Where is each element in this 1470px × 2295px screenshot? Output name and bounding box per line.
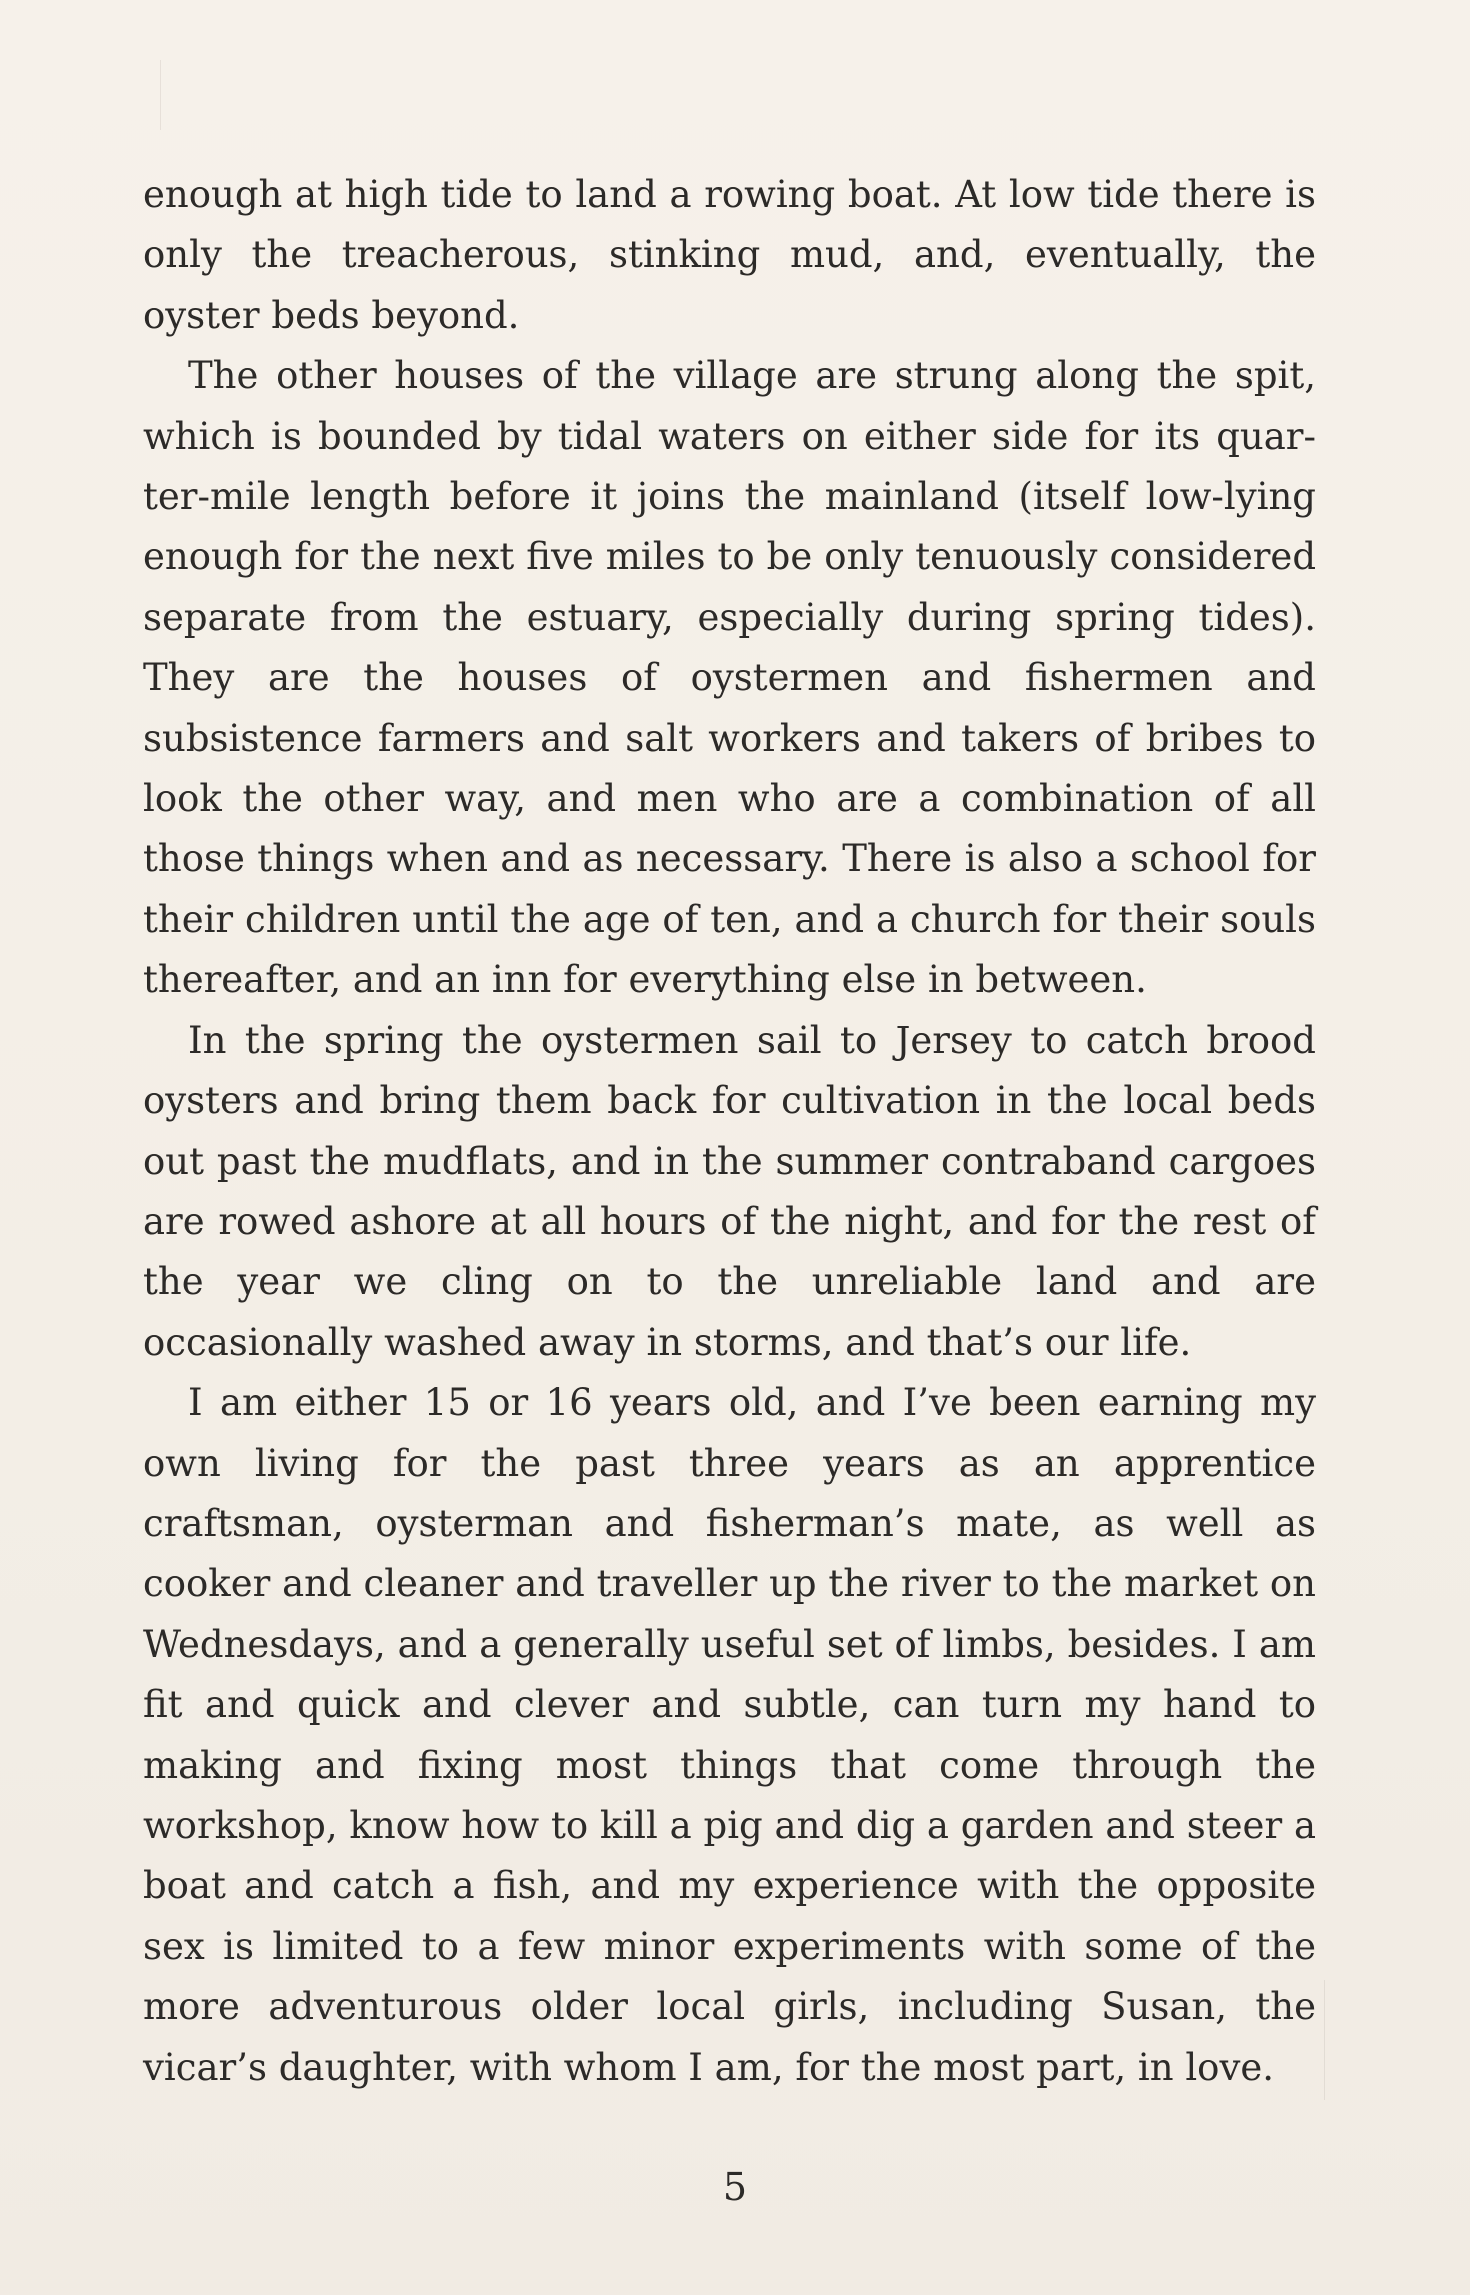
paragraph: In the spring the oystermen sail to Jersey to catch brood oysters and bring them back for cultivation in the local beds out past the mudflats, and in the summer contraband cargoes are rowed ashore at all hours of the night, and for the rest of the year we cling on to the unreliable land and are occasionally washed away in storms, and that’s our life.	[143, 1018, 1316, 1364]
scan-artifact-line	[160, 60, 161, 130]
paragraph: I am either 15 or 16 years old, and I’ve been earning my own living for the past three years as an apprentice craftsman, oysterman and fisherman’s mate, as well as cooker and cleaner and traveller up the river to the market on Wednesdays, and a generally useful set of limbs, besides. I am fit and quick and clever and subtle, can turn my hand to making and fixing most things that come through the workshop, know how to kill a pig and dig a garden and steer a boat and catch a fish, and my experience with the opposite sex is limited to a few minor experiments with some of the more adventurous older local girls, including Susan, the vicar’s daughter, with whom I am, for the most part, in love.	[143, 1381, 1316, 2089]
scan-artifact-line	[1324, 1980, 1325, 2100]
page-number: 5	[722, 2165, 748, 2209]
paragraph: The other houses of the village are strung along the spit, which is bounded by tidal waters on either side for its quarter-mile length before it joins the mainland (itself low-lying enough for the next five miles to be only tenuously considered separate from the estuary, especially during spring tides). They are the houses of oystermen and fishermen and subsistence farmers and salt workers and takers of bribes to look the other way, and men who are a combination of all those things when and as necessary. There is also a school for their children until the age of ten, and a church for their souls thereafter, and an inn for everything else in between.	[143, 354, 1316, 1002]
paragraph: enough at high tide to land a rowing boat. At low tide there is only the treacherous, stinking mud, and, eventually, the oyster beds beyond.	[143, 173, 1316, 337]
body-text	[143, 165, 1316, 2098]
